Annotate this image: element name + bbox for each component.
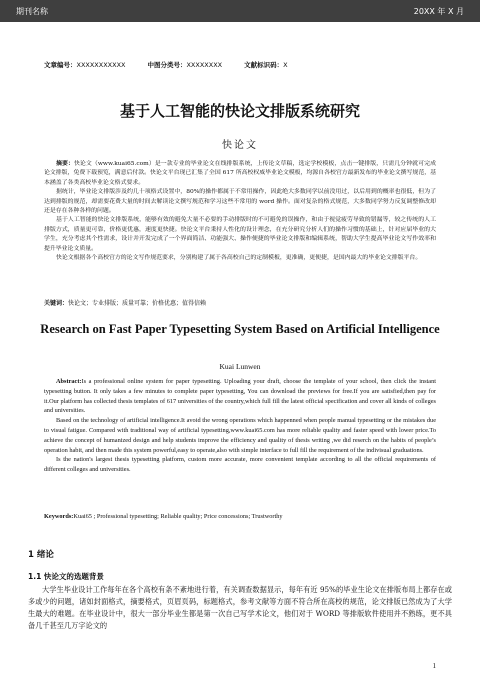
abstract-en-paragraph: Based on the technology of artificial intelligence.It avoid the wrong operations which happenned when people manual typesetting or the mistakes due to visual fatigue. Compared with traditional way of artificial typesetting,www.kuai65.com has more reliable quality and faster speed with lower price.To achieve the concept of humanized design and help students improve the efficiency and quality of thesis writing ,we did reserch on the habits of people’s operation habit, and then made this system powerful,easy to operate,also with simple interface to full fill the requirement of the indivisual graduations.	[44, 417, 436, 454]
paper-title-en: Research on Fast Paper Typesetting System Based on Artificial Intelligence	[40, 322, 440, 336]
abstract-cn	[44, 160, 436, 263]
article-number: 文章编号：XXXXXXXXXXX	[44, 61, 126, 69]
abstract-cn-paragraph: 快论文根据各个高校官方的论文写作规范要求，分别构建了属于各高校自己的定制模板，更准确，更便捷，是国内最大的毕业论文排版平台。	[56, 255, 422, 262]
abstract-cn-paragraph: 基于人工智能的快论文排版系统，能够有效的避免大量不必要的手动排版时的不可避免的误操作，和由于视觉疲劳导致的错漏等，较之传统的人工排版方式，质量更可靠，价格更优惠，速度更快捷。快论文平台秉持人性化的设计理念，在充分研究分析人们的操作习惯的基础上，针对应届毕业的大学生，充分考虑其个性需求，设计并开发完成了一个界面简洁、功能强大、操作便捷的毕业论文排版和编辑系统，帮助大学生提高毕业论文写作效率和提升毕业论文质量。	[44, 217, 436, 252]
article-meta	[44, 60, 444, 69]
abstract-en-paragraph: Abstract:Is a professional online system for paper typesetting. Uploading your draft, choose the template of your school, then click the instant typesetting button. It only takes a few minutes to complete paper typesetting, You can download the previews for free.If you are satisfied,then pay for it.Our platform has collected thesis templates of 617 universities of the country,which full fill the latest official specification and cover all kinds of colleges and universities.	[44, 378, 436, 415]
subsection-heading: 1.1 快论文的选题背景	[28, 572, 104, 581]
body-paragraph: 大学生毕业设计工作每年在各个高校有条不紊地进行着，有关调查数据显示，每年有近 95%的毕业生论文在排版布局上都存在或多或少的问题，诸如封面格式，摘要格式，页眉页码，标题格式，参考文献等方面不符合所在高校的规范，论文排版已然成为了大学生最大的难题。在毕业设计中，很大一部分毕业生都是第一次自己写学术论文，他们对于 WORD 等排版软件使用并不熟练，更不具备几千甚至几万字论文的	[28, 585, 452, 630]
abstract-cn-label: 摘要：	[56, 161, 74, 167]
paper-title-cn: 基于人工智能的快论文排版系统研究	[119, 102, 360, 120]
abstract-cn-paragraph: 摘要：快论文（www.kuai65.com）是一款专业的毕业论文在线排版系统，上传论文草稿，选定学校模板，点击一键排版，只需几分钟就可完成论文排版，免费下载预览，满意后付款。快论文平台现已汇集了全国 617 所高校权威毕业论文模板，均源自各校官方最新发布的毕业论文撰写规范，基本涵盖了各类高校毕业论文格式要求。	[44, 161, 436, 186]
abstract-en-label: Abstract:	[56, 378, 82, 385]
document-code: 文献标识码：X	[244, 61, 288, 69]
running-header	[0, 0, 480, 22]
keywords-en	[44, 513, 436, 520]
keywords-en-text: Kuai65 ; Professional typesetting; Reliable quality; Price concessions; Trustworthy	[73, 513, 283, 520]
page-number: 1	[432, 662, 436, 670]
keywords-en-label: Keywords:	[44, 513, 74, 520]
body-text	[28, 584, 452, 632]
keywords-cn-text: 快论文；专业排版；质量可靠；价格优惠；值得信赖	[68, 300, 207, 307]
abstract-cn-paragraph: 据统计，毕业论文排版涉及约几十项格式设置中，80%的操作都属于不常用操作，因此绝大多数同学以前没用过，以后用到的概率也很低，但为了达到排版的规范，却需要花费大量的时间去解读论文撰写规范和学习这些不常用的 word 操作。面对复杂的格式规范，大多数同学努力反复调整修改却还是存在各种各样的问题。	[44, 189, 436, 215]
journal-name: 期刊名称	[16, 6, 48, 16]
abstract-en	[44, 377, 436, 475]
author-cn: 快论文	[222, 140, 258, 151]
abstract-en-paragraph: Is the nation's largest thesis typesetting platform, custom more accurate, more convenient template according to all the official requirements of different colleges and universities.	[44, 456, 436, 474]
keywords-cn	[44, 299, 436, 308]
clc-number: 中图分类号：XXXXXXXX	[147, 61, 223, 69]
keywords-cn-label: 关键词：	[44, 300, 69, 307]
issue-date: 20XX 年 X 月	[413, 6, 464, 16]
author-en: Kuai Lunwen	[219, 362, 261, 371]
section-heading: 1 绪论	[28, 550, 54, 560]
